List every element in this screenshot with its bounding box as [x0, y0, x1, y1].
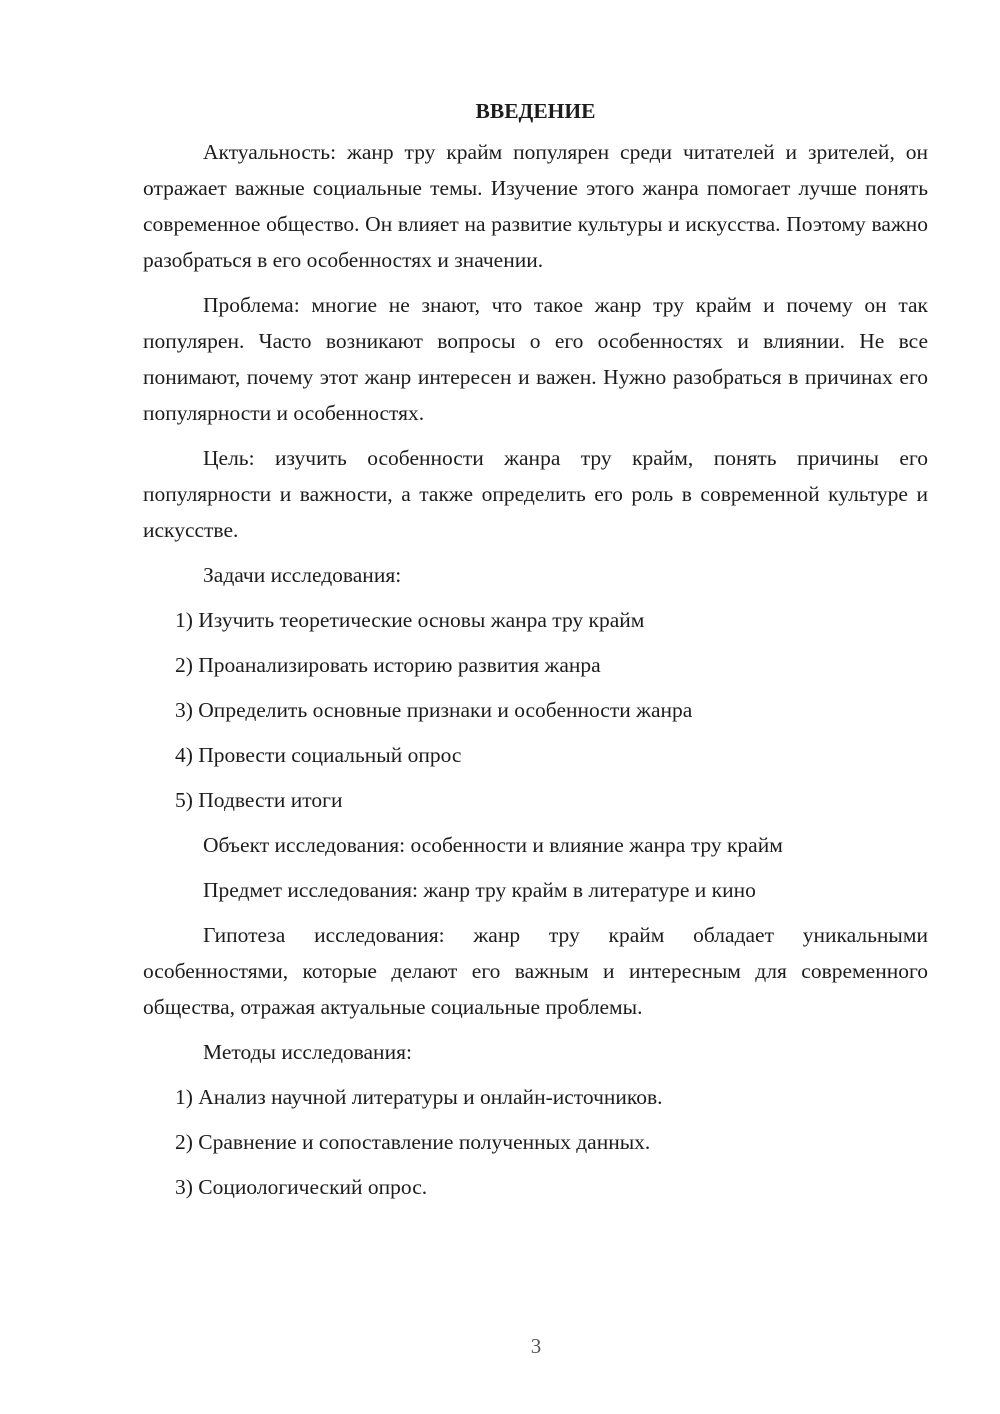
page-title: ВВЕДЕНИЕ — [475, 99, 596, 123]
task-item: 2) Проанализировать историю развития жанра — [175, 653, 601, 677]
research-subject: Предмет исследования: жанр тру крайм в литературе и кино — [203, 878, 756, 902]
research-object: Объект исследования: особенности и влияние жанра тру крайм — [203, 833, 783, 857]
problem-paragraph: Проблема: многие не знают, что такое жанр тру крайм и почему он так популярен. Часто возникают вопросы о его особенностях и влиянии. Не все понимают, почему этот жанр интересен и важен. Нужно разобраться в причинах его популярности и особенностях. — [143, 293, 928, 425]
task-item: 1) Изучить теоретические основы жанра тру крайм — [175, 608, 645, 632]
tasks-heading: Задачи исследования: — [203, 563, 402, 587]
task-item: 5) Подвести итоги — [175, 788, 343, 812]
hypothesis-paragraph: Гипотеза исследования: жанр тру крайм обладает уникальными особенностями, которые делают его важным и интересным для современного общества, отражая актуальные социальные проблемы. — [143, 923, 928, 1019]
goal-paragraph: Цель: изучить особенности жанра тру крайм, понять причины его популярности и важности, а также определить его роль в современной культуре и искусстве. — [143, 446, 928, 542]
relevance-paragraph: Актуальность: жанр тру крайм популярен среди читателей и зрителей, он отражает важные социальные темы. Изучение этого жанра помогает лучше понять современное общество. Он влияет на развитие культуры и искусства. Поэтому важно разобраться в его особенностях и значении. — [143, 140, 928, 272]
task-item: 3) Определить основные признаки и особенности жанра — [175, 698, 693, 722]
method-item: 2) Сравнение и сопоставление полученных данных. — [175, 1130, 651, 1154]
page-number: 3 — [530, 1334, 542, 1358]
page-content — [143, 96, 928, 1214]
methods-heading: Методы исследования: — [203, 1040, 412, 1064]
task-item: 4) Провести социальный опрос — [175, 743, 462, 767]
method-item: 1) Анализ научной литературы и онлайн-источников. — [175, 1085, 663, 1109]
method-item: 3) Социологический опрос. — [175, 1175, 428, 1199]
